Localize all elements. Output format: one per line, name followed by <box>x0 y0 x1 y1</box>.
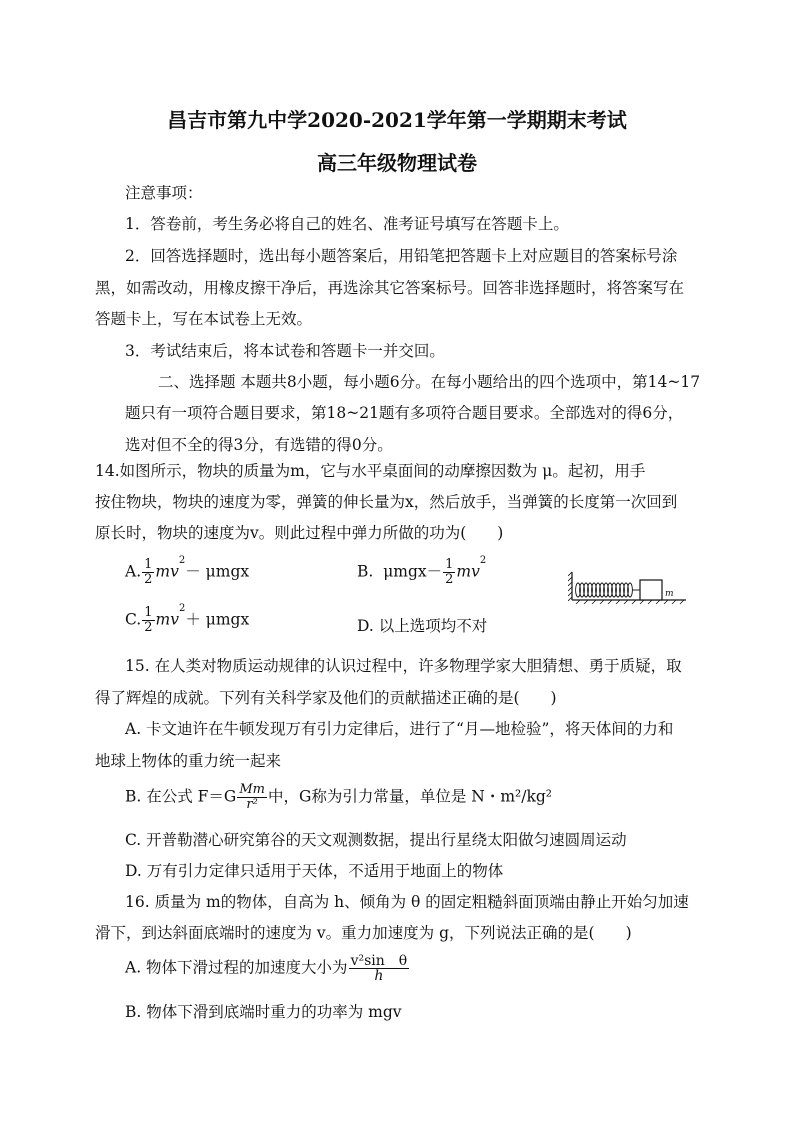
notice-item-1: 1．答卷前，考生务必将自己的姓名、准考证号填写在答题卡上。 <box>125 215 569 233</box>
exam-subtitle: 高三年级物理试卷 <box>317 151 477 175</box>
exponent: 2 <box>479 555 487 566</box>
q15-option-b-post: 中，G称为引力常量，单位是 N・m²/kg² <box>267 787 552 806</box>
q14-line-3: 原长时，物块的速度为v。则此过程中弹力所做的功为( ) <box>95 524 504 542</box>
block-label: m <box>665 589 674 599</box>
q14-option-b-mv: mv <box>456 562 480 581</box>
section-line-1: 二、选择题 本题共8小题，每小题6分。在每小题给出的四个选项中，第14~17 <box>158 373 701 391</box>
q16-line-1: 16. 质量为 m的物体，自高为 h、倾角为 θ 的固定粗糙斜面顶端由静止开始匀加速 <box>125 893 689 911</box>
q15-option-b-pre: B. 在公式 F＝G <box>125 787 237 806</box>
q14-option-b-pre: μmgx－ <box>383 562 443 581</box>
fraction-numerator: 1 <box>144 605 153 620</box>
q14-line-2: 按住物块，物块的速度为零，弹簧的伸长量为x，然后放手，当弹簧的长度第一次回到 <box>95 493 678 511</box>
fraction-denominator: 2 <box>445 572 454 587</box>
q14-option-b-label: B. <box>357 562 374 581</box>
q14-option-a-label: A. <box>125 562 142 581</box>
exam-title: 昌吉市第九中学2020-2021学年第一学期期末考试 <box>167 108 627 132</box>
q14-option-c-rest: ＋ μmgx <box>185 610 250 629</box>
q14-option-c-mv: mv <box>155 610 179 629</box>
q14-option-a <box>125 555 250 587</box>
notice-item-2-line-1: 2．回答选择题时，选出每小题答案后，用铅笔把答题卡上对应题目的答案标号涂 <box>125 247 678 265</box>
q15-line-1: 15. 在人类对物质运动规律的认识过程中，许多物理学家大胆猜想、勇于质疑，取 <box>125 657 682 675</box>
fraction-half <box>142 558 154 587</box>
q14-line-1: 14.如图所示，物块的质量为m，它与水平桌面间的动摩擦因数为 μ。起初，用手 <box>95 462 646 480</box>
fraction-half <box>142 606 154 635</box>
notice-item-2-line-2: 黑，如需改动，用橡皮擦干净后，再选涂其它答案标号。回答非选择题时，将答案写在 <box>95 279 685 297</box>
block <box>640 580 662 600</box>
fraction-half <box>443 558 455 587</box>
notice-item-2-line-3: 答题卡上，写在本试卷上无效。 <box>95 310 313 328</box>
spring-block-figure <box>568 568 688 608</box>
notice-item-3: 3．考试结束后，将本试卷和答题卡一并交回。 <box>125 342 445 360</box>
fraction-numerator: Mm <box>239 782 265 797</box>
fraction-denominator: r² <box>246 797 258 812</box>
q14-option-b <box>357 555 487 587</box>
q14-option-d: D. 以上选项均不对 <box>357 617 488 635</box>
q15-option-d: D. 万有引力定律只适用于天体，不适用于地面上的物体 <box>125 862 504 880</box>
gravity-fraction <box>237 783 267 812</box>
q15-option-a-line-2: 地球上物体的重力统一起来 <box>95 752 282 770</box>
spring-coils <box>576 583 633 597</box>
q14-option-a-mv: mv <box>155 562 179 581</box>
q14-option-c-label: C. <box>125 610 142 629</box>
fraction-numerator: 1 <box>144 557 153 572</box>
fraction-denominator: 2 <box>144 572 153 587</box>
acceleration-fraction <box>349 954 410 983</box>
fraction-denominator: h <box>374 968 384 984</box>
exponent: 2 <box>178 555 186 566</box>
section-line-3: 选对但不全的得3分，有选错的得0分。 <box>125 436 393 454</box>
q15-line-2: 得了辉煌的成就。下列有关科学家及他们的贡献描述正确的是( ) <box>95 689 557 707</box>
q15-option-a-line-1: A. 卡文迪许在牛顿发现万有引力定律后，进行了“月—地检验”，将天体间的力和 <box>125 720 674 738</box>
fraction-numerator: v²sin θ <box>350 953 408 969</box>
q16-option-b: B. 物体下滑到底端时重力的功率为 mgv <box>125 1003 402 1021</box>
q16-line-2: 滑下，到达斜面底端时的速度为 v。重力加速度为 g，下列说法正确的是( ) <box>95 924 632 942</box>
q16-option-a-pre: A. 物体下滑过程的加速度大小为 <box>125 958 348 977</box>
notice-heading: 注意事项： <box>125 184 203 202</box>
fraction-denominator: 2 <box>144 620 153 635</box>
q16-option-a <box>125 954 410 983</box>
section-line-2: 题只有一项符合题目要求，第18~21题有多项符合题目要求。全部选对的得6分， <box>125 404 684 422</box>
q14-option-c <box>125 603 250 635</box>
q15-option-c: C. 开普勒潜心研究第谷的天文观测数据，提出行星绕太阳做匀速圆周运动 <box>125 831 627 849</box>
q15-option-b <box>125 783 552 812</box>
fraction-numerator: 1 <box>445 557 454 572</box>
q14-option-a-rest: － μmgx <box>185 562 250 581</box>
exponent: 2 <box>178 603 186 614</box>
